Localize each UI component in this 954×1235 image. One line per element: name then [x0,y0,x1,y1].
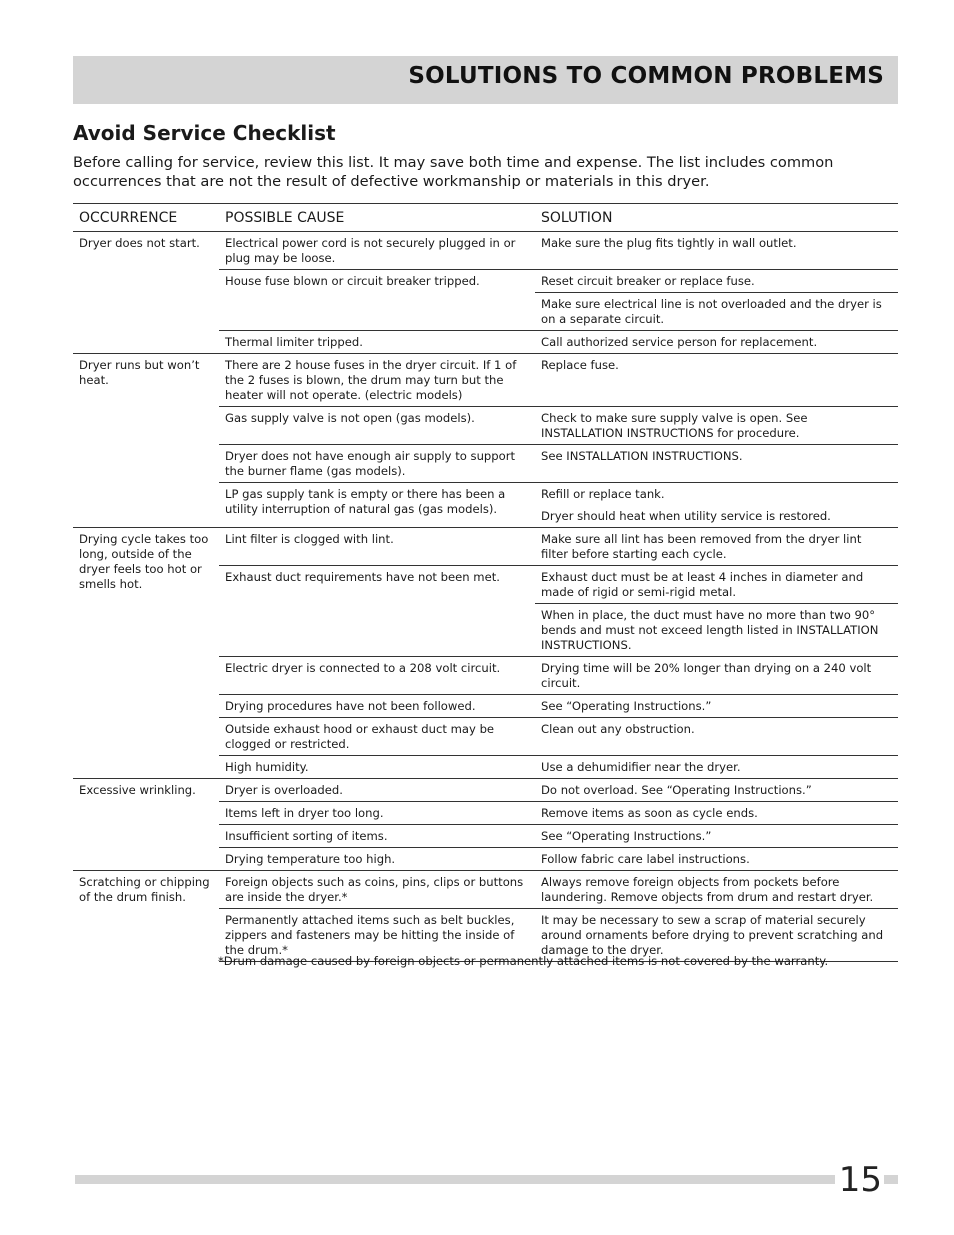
solution-cell: Replace fuse. [535,354,898,407]
solution-cell: Make sure all lint has been removed from the dryer lint filter before starting each cycle. [535,528,898,566]
cause-cell: Insufficient sorting of items. [219,825,535,848]
solution-cell: Exhaust duct must be at least 4 inches in diameter and made of rigid or semi-rigid metal. [535,566,898,604]
table-row [73,354,898,407]
occurrence-cell: Drying cycle takes too long, outside of the dryer feels too hot or smells hot. [73,528,219,779]
cause-cell: There are 2 house fuses in the dryer circuit. If 1 of the 2 fuses is blown, the drum may turn but the heater will not operate. (electric models) [219,354,535,407]
cause-cell: House fuse blown or circuit breaker tripped. [219,270,535,331]
occurrence-cell: Scratching or chipping of the drum finish. [73,871,219,962]
solution-cell: See “Operating Instructions.” [535,825,898,848]
cause-cell: Gas supply valve is not open (gas models). [219,407,535,445]
table-body [73,232,898,962]
cause-cell: Electrical power cord is not securely plugged in or plug may be loose. [225,236,516,265]
solution-cell: Make sure electrical line is not overloaded and the dryer is on a separate circuit. [535,293,898,331]
table-row [73,528,898,566]
solution-cell: Follow fabric care label instructions. [535,848,898,871]
solution-cell: Refill or replace tank. [535,483,898,506]
table-row [73,871,898,909]
solution-cell: Always remove foreign objects from pockets before laundering. Remove objects from drum and restart dryer. [535,871,898,909]
cause-cell: High humidity. [219,756,535,779]
page-number: 15 [835,1160,884,1200]
cause-cell: Dryer does not have enough air supply to support the burner flame (gas models). [219,445,535,483]
cause-cell: Foreign objects such as coins, pins, clips or buttons are inside the dryer.* [219,871,535,909]
solution-cell: It may be necessary to sew a scrap of material securely around ornaments before drying to prevent scratching and damage to the dryer. [535,909,898,962]
occurrence-cell: Excessive wrinkling. [73,779,219,871]
solution-cell: Check to make sure supply valve is open. See INSTALLATION INSTRUCTIONS for procedure. [535,407,898,445]
occurrence-cell: Dryer does not start. [79,236,200,250]
solution-cell: Reset circuit breaker or replace fuse. [535,270,898,293]
table-header-row [73,204,898,232]
solution-cell: See “Operating Instructions.” [535,695,898,718]
cause-cell: Drying procedures have not been followed. [219,695,535,718]
solution-cell: Dryer should heat when utility service is restored. [541,509,831,523]
solution-cell: When in place, the duct must have no more than two 90° bends and must not exceed length listed in INSTALLATION INSTRUCTIONS. [535,604,898,657]
section-heading: Avoid Service Checklist [73,121,336,145]
header-possible-cause: POSSIBLE CAUSE [219,204,535,232]
cause-cell: Outside exhaust hood or exhaust duct may be clogged or restricted. [219,718,535,756]
cause-cell: LP gas supply tank is empty or there has been a utility interruption of natural gas (gas models). [219,483,535,528]
solution-cell: Clean out any obstruction. [535,718,898,756]
table-row [73,232,898,270]
intro-paragraph: Before calling for service, review this list. It may save both time and expense. The list includes common occurrences that are not the result of defective workmanship or materials in this dryer. [73,154,834,190]
footer-bar [75,1175,898,1184]
solution-cell: See INSTALLATION INSTRUCTIONS. [535,445,898,483]
solution-cell: Do not overload. See “Operating Instructions.” [535,779,898,802]
cause-cell: Permanently attached items such as belt buckles, zippers and fasteners may be hitting the inside of the drum.* [219,909,535,962]
solution-cell: Remove items as soon as cycle ends. [535,802,898,825]
cause-cell: Drying temperature too high. [219,848,535,871]
header-solution: SOLUTION [535,204,898,232]
solution-cell: Make sure the plug fits tightly in wall outlet. [541,236,797,250]
cause-cell: Dryer is overloaded. [219,779,535,802]
solution-cell: Drying time will be 20% longer than drying on a 240 volt circuit. [535,657,898,695]
cause-cell: Thermal limiter tripped. [219,331,535,354]
cause-cell: Electric dryer is connected to a 208 volt circuit. [219,657,535,695]
cause-cell: Exhaust duct requirements have not been met. [219,566,535,657]
solution-cell: Use a dehumidifier near the dryer. [535,756,898,779]
title-banner [73,56,898,104]
table-row [73,779,898,802]
page-title: SOLUTIONS TO COMMON PROBLEMS [408,63,884,89]
cause-cell: Lint filter is clogged with lint. [219,528,535,566]
checklist-table-container [73,203,898,962]
warranty-footnote: *Drum damage caused by foreign objects or permanently attached items is not covered by the warranty. [218,954,829,968]
header-occurrence: OCCURRENCE [73,204,219,232]
occurrence-cell: Dryer runs but won’t heat. [73,354,219,528]
solution-cell: Call authorized service person for replacement. [535,331,898,354]
checklist-table [73,203,898,962]
cause-cell: Items left in dryer too long. [219,802,535,825]
